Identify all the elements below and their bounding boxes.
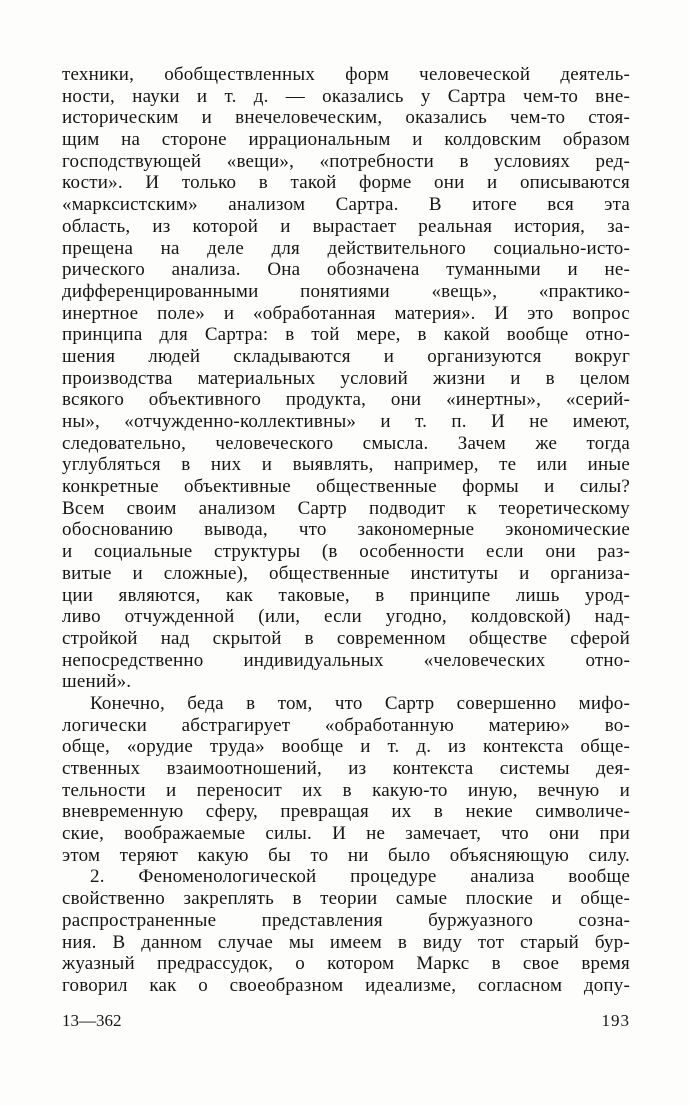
text-line: шений».	[62, 671, 132, 693]
text-line: рического анализа. Она обозначена туманными и не-	[62, 259, 630, 281]
text-line: ны», «отчужденно-коллективны» и т. п. И не имеют,	[62, 411, 630, 432]
printer-signature-mark: 13—362	[62, 1011, 122, 1030]
text-line: свойственно закреплять в теории самые плоские и обще-	[62, 888, 630, 910]
text-line: ские, воображаемые силы. И не замечает, что они при	[62, 823, 630, 845]
text-line: Всем своим анализом Сартр подводит к теоретическому	[62, 497, 630, 519]
text-line: витые и сложные), общественные институты и организа-	[62, 562, 630, 584]
text-line: и социальные структуры (в особенности если они раз-	[62, 541, 630, 563]
text-line: следовательно, человеческого смысла. Зачем же тогда	[62, 432, 630, 454]
text-line: господствующей «вещи», «потребности в условиях ред-	[62, 150, 630, 172]
text-line: принципа для Сартра: в той мере, в какой вообще отно-	[62, 324, 630, 346]
text-line: стройкой над скрытой в современном обществе сферой	[62, 627, 630, 649]
text-line: шения людей складываются и организуются вокруг	[62, 345, 630, 367]
text-line: 2. Феноменологической процедуре анализа вообще	[90, 866, 630, 888]
text-line: область, из которой и вырастает реальная история, за-	[62, 215, 630, 237]
text-line: ственных взаимоотношений, из контекста системы дея-	[62, 758, 630, 779]
text-line: ливо отчужденной (или, если угодно, колдовской) над-	[62, 606, 630, 628]
text-line: всякого объективного продукта, они «инертны», «серий-	[62, 389, 630, 411]
text-line: производства материальных условий жизни и в целом	[62, 367, 630, 389]
text-line: обще, «орудие труда» вообще и т. д. из контекста обще-	[62, 736, 630, 758]
text-line: дифференцированными понятиями «вещь», «практико-	[62, 280, 630, 302]
text-line: углубляться в них и выявлять, например, те или иные	[62, 454, 630, 476]
text-line: вневременную сферу, превращая их в некие символиче-	[62, 801, 630, 823]
text-line: распространенные представления буржуазного созна-	[62, 909, 630, 931]
text-line: ности, науки и т. д. — оказались у Сартра чем-то вне-	[62, 85, 630, 107]
body-text	[62, 64, 630, 997]
text-line: щим на стороне иррациональным и колдовским образом	[62, 129, 630, 151]
text-line: инертное поле» и «обработанная материя». И это вопрос	[62, 302, 630, 324]
text-line: техники, обобществленных форм человеческой деятель-	[62, 64, 630, 85]
text-line: «марксистским» анализом Сартра. В итоге вся эта	[62, 194, 630, 216]
text-line: этом теряют какую бы то ни было объясняющую силу.	[62, 844, 630, 866]
text-line: кости». И только в такой форме они и описываются	[62, 172, 630, 194]
page-footer	[62, 1011, 630, 1031]
text-line: обоснованию вывода, что закономерные экономические	[62, 519, 630, 541]
text-line: ции являются, как таковые, в принципе лишь урод-	[62, 584, 630, 606]
text-line: говорил как о своеобразном идеализме, согласном допу-	[62, 974, 630, 996]
text-line: историческим и внечеловеческим, оказались чем-то стоя-	[62, 107, 630, 129]
text-line: прещена на деле для действительного социально-исто-	[62, 237, 630, 259]
text-line: ния. В данном случае мы имеем в виду тот старый бур-	[62, 931, 630, 953]
page-number: 193	[601, 1011, 630, 1030]
text-line: логически абстрагирует «обработанную материю» во-	[62, 714, 630, 736]
text-line: тельности и переносит их в какую-то иную, вечную и	[62, 779, 630, 801]
text-line: непосредственно индивидуальных «человеческих отно-	[62, 649, 630, 671]
text-line: жуазный предрассудок, о котором Маркс в свое время	[62, 953, 630, 975]
text-line: конкретные объективные общественные формы и силы?	[62, 476, 630, 498]
text-line: Конечно, беда в том, что Сартр совершенно мифо-	[90, 692, 630, 714]
